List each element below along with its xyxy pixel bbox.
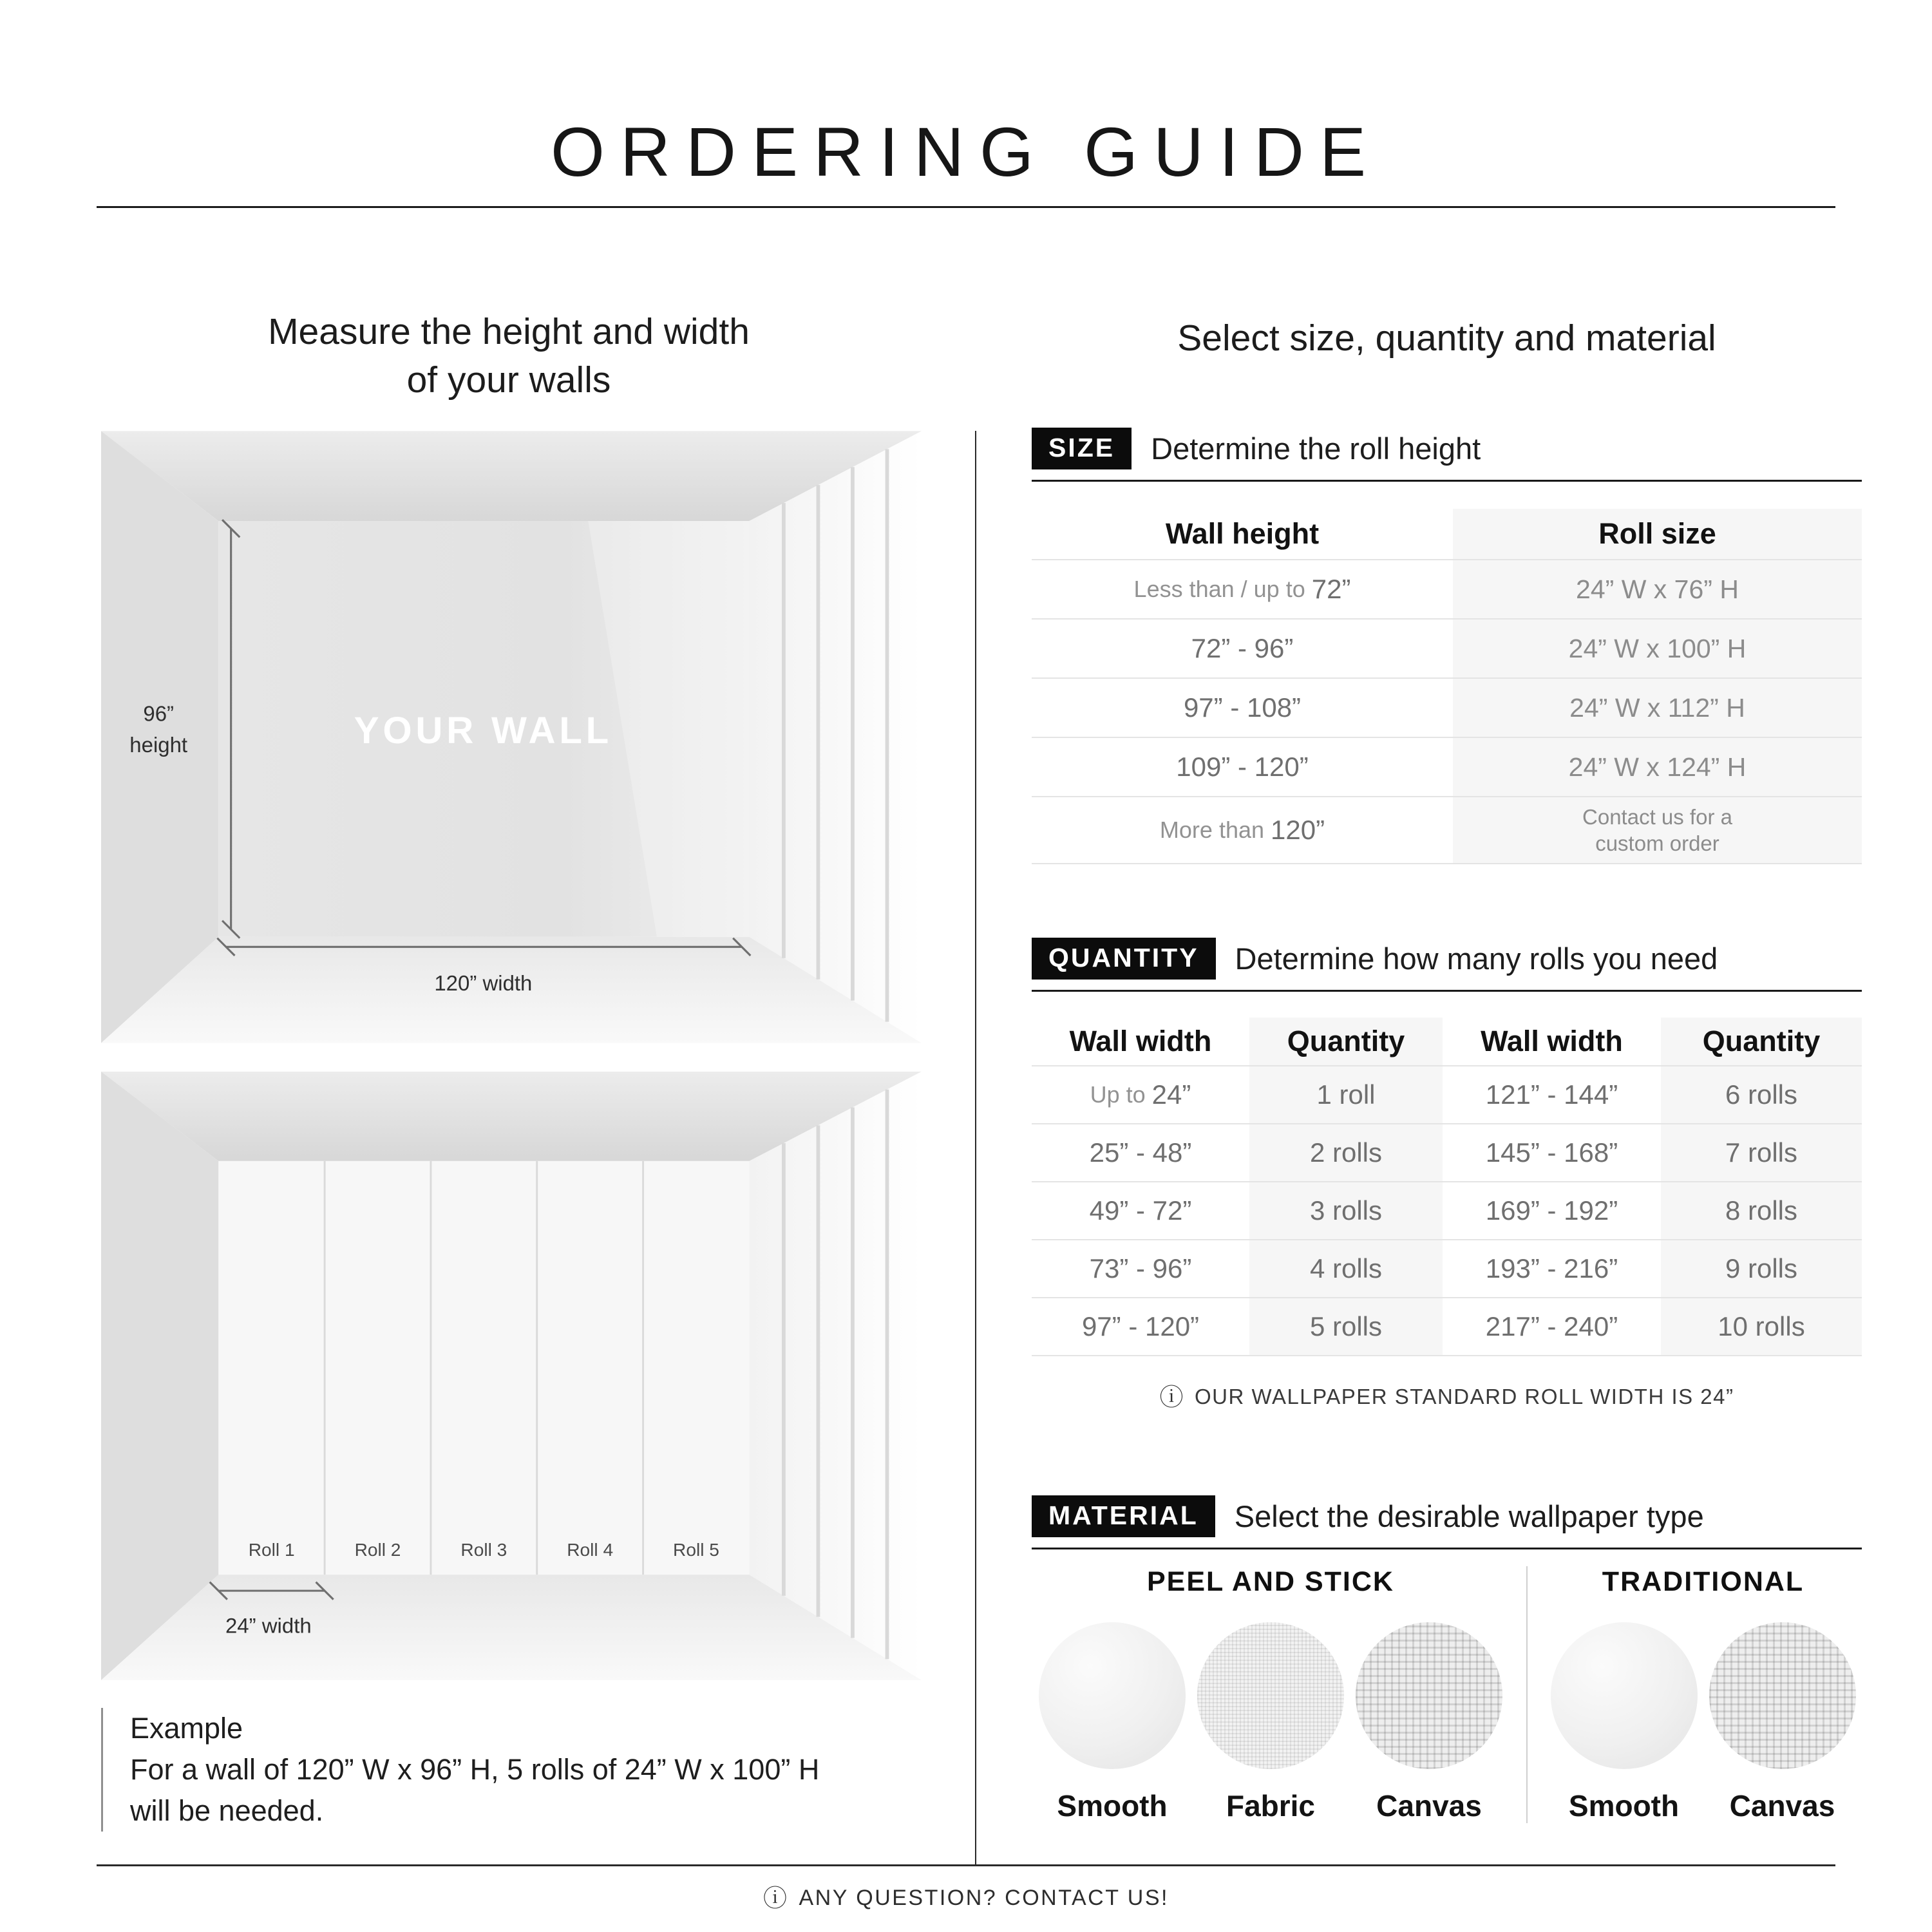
wall-height-prefix: More than	[1159, 817, 1271, 843]
quantity-value: 3 rolls	[1309, 1195, 1383, 1226]
example-line2: will be needed.	[130, 1794, 324, 1827]
size-section-header	[1032, 428, 1862, 482]
column-divider	[975, 431, 976, 1864]
measure-walls-heading-line2: of your walls	[406, 359, 611, 401]
left-wall	[101, 1072, 218, 1680]
wall-width-header-2: Wall width	[1481, 1025, 1623, 1057]
footer-divider	[97, 1864, 1835, 1866]
roll-size-value: 24” W x 124” H	[1568, 752, 1747, 782]
size-table-row	[1032, 797, 1862, 864]
quantity-header-1: Quantity	[1249, 1018, 1443, 1065]
swatch-label: Fabric	[1226, 1789, 1316, 1823]
roll-1-label: Roll 1	[248, 1540, 295, 1560]
wall-width-value: 25” - 48”	[1089, 1137, 1192, 1168]
wall-height-value: 120”	[1271, 815, 1325, 845]
example-line1: For a wall of 120” W x 96” H, 5 rolls of 24” W x 100” H	[130, 1752, 820, 1786]
wall-width-value: 97” - 120”	[1081, 1311, 1200, 1341]
roll-3-label: Roll 3	[460, 1540, 507, 1560]
peel-and-stick-label: PEEL AND STICK	[1147, 1566, 1394, 1597]
wall-height-header: Wall height	[1165, 517, 1320, 550]
wall-height-value: 109” - 120”	[1176, 752, 1309, 782]
room-illustration-rolls	[101, 1072, 922, 1680]
wall-height-prefix: Less than / up to	[1133, 576, 1312, 602]
roll-size-custom-line2: custom order	[1595, 831, 1719, 855]
select-options-heading: Select size, quantity and material	[1177, 317, 1716, 359]
material-options	[1032, 1566, 1862, 1823]
roll-panels-surface	[218, 1161, 749, 1575]
quantity-value: 10 rolls	[1718, 1311, 1805, 1341]
material-badge: MATERIAL	[1032, 1495, 1215, 1537]
height-value-label: 96”	[143, 701, 175, 726]
page-title: ORDERING GUIDE	[550, 113, 1382, 191]
quantity-value: 7 rolls	[1725, 1137, 1798, 1168]
wall-height-value: 72” - 96”	[1191, 633, 1294, 663]
standard-roll-width-text: OUR WALLPAPER STANDARD ROLL WIDTH IS 24”	[1195, 1385, 1734, 1408]
quantity-table-row	[1032, 1298, 1862, 1356]
wall-width-value: 73” - 96”	[1089, 1253, 1192, 1283]
size-subtitle: Determine the roll height	[1151, 431, 1481, 466]
swatch-label: Canvas	[1729, 1789, 1835, 1823]
example-title: Example	[130, 1712, 243, 1745]
swatch-trad-smooth	[1551, 1622, 1698, 1823]
material-section-header	[1032, 1495, 1862, 1549]
swatch-trad-canvas	[1709, 1622, 1856, 1823]
wall-width-value: 169” - 192”	[1485, 1195, 1618, 1226]
size-table-header-row	[1032, 509, 1862, 560]
quantity-table-row	[1032, 1124, 1862, 1182]
contact-us-note	[0, 1886, 1932, 1911]
size-table-row	[1032, 679, 1862, 738]
wall-width-value: 49” - 72”	[1089, 1195, 1192, 1226]
roll-5-label: Roll 5	[673, 1540, 719, 1560]
size-table-row	[1032, 560, 1862, 620]
roll-4-label: Roll 4	[567, 1540, 614, 1560]
quantity-subtitle: Determine how many rolls you need	[1235, 942, 1718, 976]
measure-walls-heading	[97, 308, 921, 404]
info-icon: ⓘ	[763, 1885, 789, 1911]
swatch-label: Smooth	[1057, 1789, 1168, 1823]
roll-size-value: 24” W x 76” H	[1576, 574, 1739, 604]
swatch-label: Smooth	[1568, 1789, 1680, 1823]
size-badge: SIZE	[1032, 428, 1132, 469]
wall-width-value: 193” - 216”	[1485, 1253, 1618, 1283]
quantity-value: 6 rolls	[1725, 1079, 1798, 1110]
material-group-divider	[1526, 1566, 1528, 1823]
roll-width-label: 24” width	[225, 1613, 312, 1638]
title-divider	[97, 206, 1835, 208]
quantity-value: 5 rolls	[1309, 1311, 1383, 1341]
quantity-value: 2 rolls	[1309, 1137, 1383, 1168]
contact-us-text: ANY QUESTION? CONTACT US!	[799, 1886, 1169, 1910]
size-table-row	[1032, 620, 1862, 679]
traditional-group	[1544, 1566, 1862, 1823]
quantity-value: 8 rolls	[1725, 1195, 1798, 1226]
info-icon: ⓘ	[1159, 1383, 1185, 1410]
wall-width-header-1: Wall width	[1069, 1025, 1212, 1057]
quantity-section-header	[1032, 938, 1862, 992]
material-subtitle: Select the desirable wallpaper type	[1234, 1499, 1704, 1533]
standard-roll-width-note	[1032, 1385, 1862, 1409]
peel-and-stick-group	[1032, 1566, 1510, 1823]
swatch-peel-fabric	[1197, 1622, 1344, 1823]
quantity-header-2: Quantity	[1661, 1018, 1862, 1065]
smooth-texture-swatch	[1039, 1622, 1186, 1769]
size-table-row	[1032, 738, 1862, 797]
swatch-peel-canvas	[1356, 1622, 1502, 1823]
quantity-table-row	[1032, 1182, 1862, 1240]
height-word-label: height	[129, 732, 188, 757]
quantity-table-row	[1032, 1066, 1862, 1124]
window	[749, 431, 922, 1043]
roll-size-custom-line1: Contact us for a	[1582, 804, 1732, 829]
wall-width-value: 121” - 144”	[1485, 1079, 1618, 1110]
wall-width-value: 145” - 168”	[1485, 1137, 1618, 1168]
wall-width-prefix: Up to	[1090, 1081, 1152, 1108]
quantity-table	[1032, 1018, 1862, 1356]
wall-height-value: 97” - 108”	[1183, 692, 1302, 723]
fabric-texture-swatch	[1197, 1622, 1344, 1769]
traditional-label: TRADITIONAL	[1602, 1566, 1804, 1597]
wall-width-value: 24”	[1151, 1079, 1191, 1110]
swatch-peel-smooth	[1039, 1622, 1186, 1823]
canvas-texture-swatch	[1356, 1622, 1502, 1769]
quantity-value: 1 roll	[1316, 1079, 1376, 1110]
quantity-table-header-row	[1032, 1018, 1862, 1066]
roll-size-value: 24” W x 112” H	[1569, 692, 1745, 723]
measure-walls-heading-line1: Measure the height and width	[268, 311, 750, 352]
room-illustration-your-wall	[101, 431, 922, 1043]
window	[749, 1072, 922, 1680]
size-table	[1032, 509, 1862, 864]
swatch-label: Canvas	[1376, 1789, 1482, 1823]
smooth-texture-swatch	[1551, 1622, 1698, 1769]
quantity-table-row	[1032, 1240, 1862, 1298]
quantity-value: 9 rolls	[1725, 1253, 1798, 1283]
roll-2-label: Roll 2	[354, 1540, 401, 1560]
example-block	[101, 1708, 819, 1832]
roll-size-value: 24” W x 100” H	[1568, 633, 1747, 663]
canvas-texture-swatch	[1709, 1622, 1856, 1769]
wall-width-value: 217” - 240”	[1485, 1311, 1618, 1341]
wall-height-value: 72”	[1311, 574, 1351, 604]
roll-size-header: Roll size	[1453, 509, 1862, 559]
width-label: 120” width	[434, 971, 533, 996]
quantity-value: 4 rolls	[1309, 1253, 1383, 1283]
your-wall-label: YOUR WALL	[354, 710, 613, 752]
quantity-badge: QUANTITY	[1032, 938, 1216, 980]
